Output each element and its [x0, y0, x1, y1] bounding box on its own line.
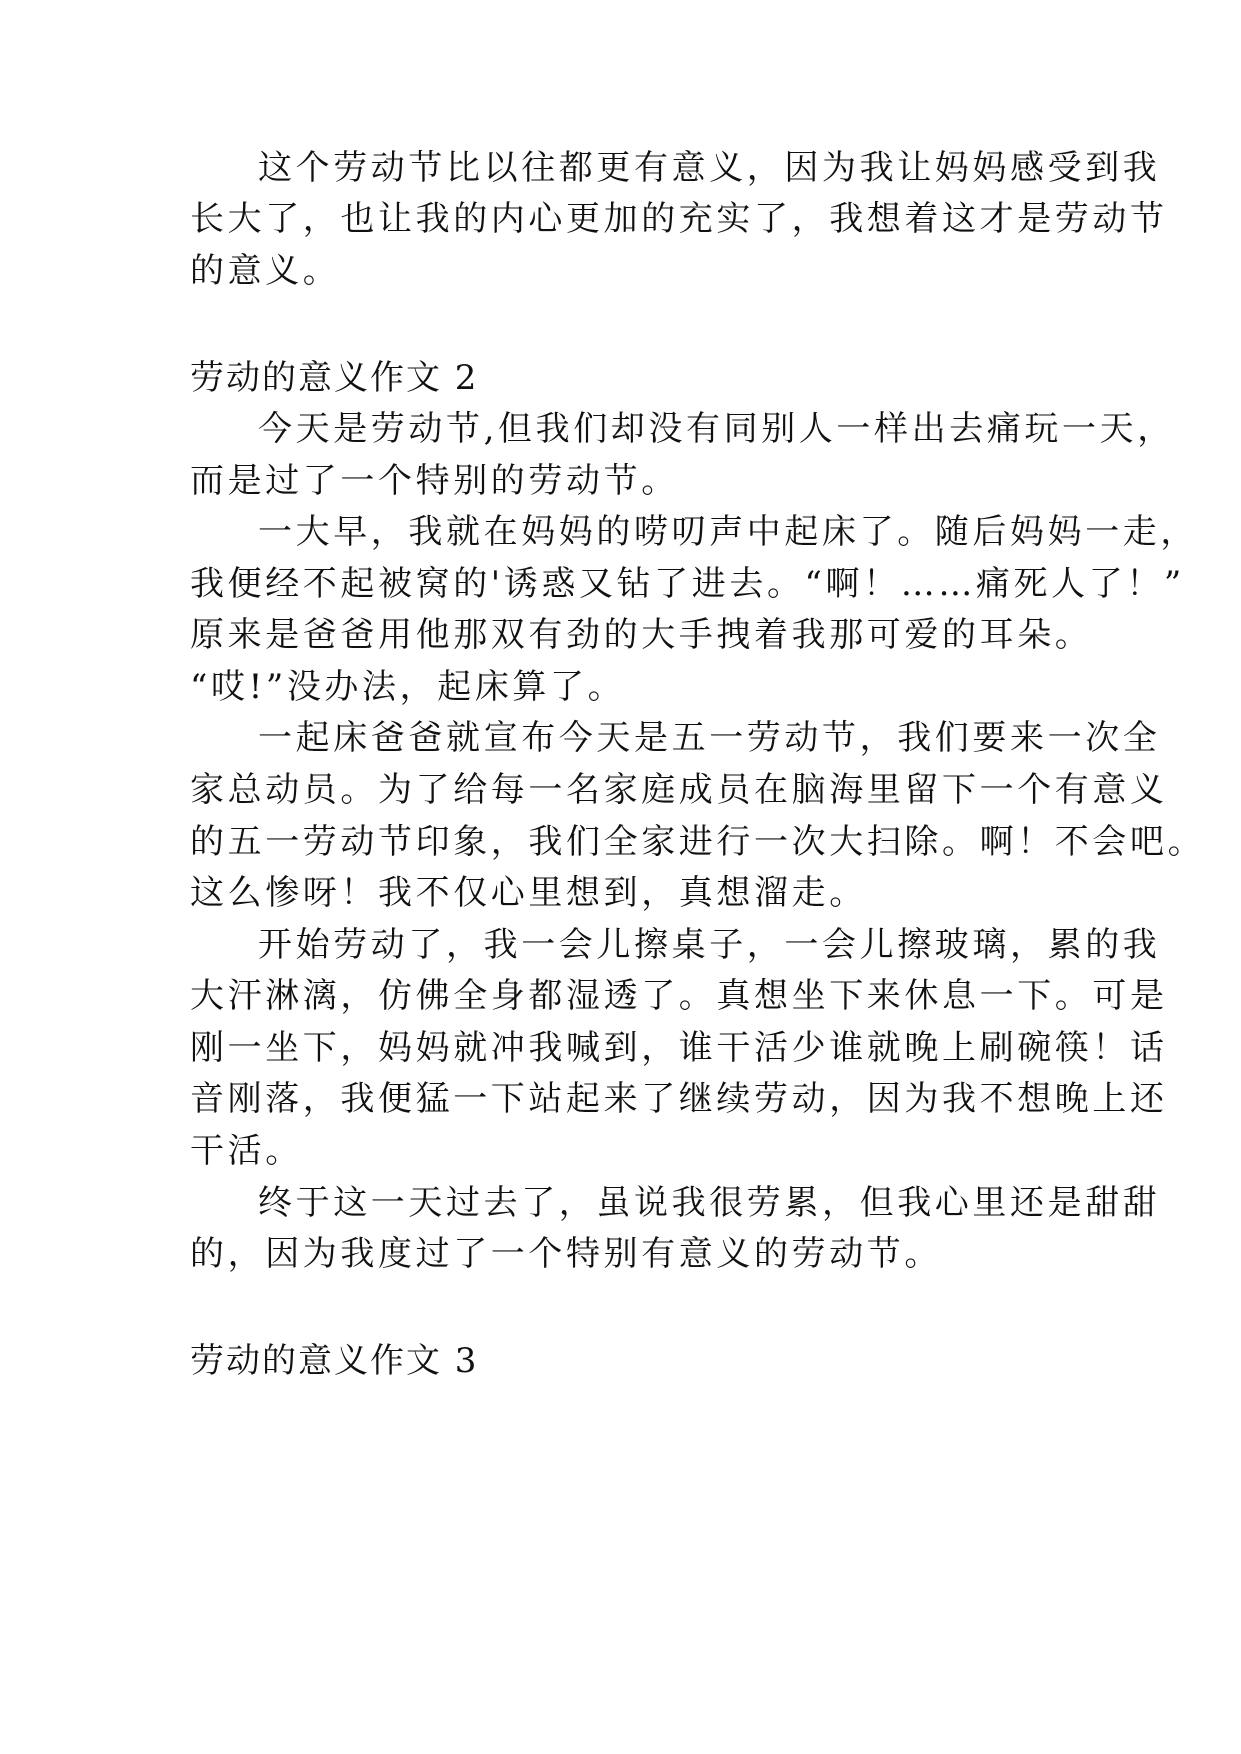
essay-heading-3: 劳动的意义作文 3 — [190, 1341, 479, 1381]
para4-line-3: 的五一劳动节印象，我们全家进行一次大扫除。啊！不会吧。 — [190, 822, 1206, 862]
para5-line-4: 音刚落，我便猛一下站起来了继续劳动，因为我不想晚上还 — [190, 1079, 1168, 1119]
para1-line-3: 的意义。 — [190, 251, 341, 291]
para5-line-1: 开始劳动了，我一会儿擦桌子，一会儿擦玻璃，累的我 — [258, 925, 1161, 965]
para2-line-1: 今天是劳动节,但我们却没有同别人一样出去痛玩一天， — [258, 409, 1175, 449]
para4-line-1: 一起床爸爸就宣布今天是五一劳动节，我们要来一次全 — [258, 718, 1161, 758]
para6-line-2: 的，因为我度过了一个特别有意义的劳动节。 — [190, 1234, 942, 1274]
para5-line-2: 大汗淋漓，仿佛全身都湿透了。真想坐下来休息一下。可是 — [190, 976, 1168, 1016]
para3-line-3: 原来是爸爸用他那双有劲的大手拽着我那可爱的耳朵。 — [190, 615, 1093, 655]
para6-line-1: 终于这一天过去了，虽说我很劳累，但我心里还是甜甜 — [258, 1183, 1161, 1223]
para2-line-2: 而是过了一个特别的劳动节。 — [190, 461, 679, 501]
para3-line-4: “哎!”没办法，起床算了。 — [190, 667, 626, 707]
para5-line-3: 刚一坐下，妈妈就冲我喊到，谁干活少谁就晚上刷碗筷！话 — [190, 1028, 1168, 1068]
para5-line-5: 干活。 — [190, 1131, 303, 1171]
para1-line-2: 长大了，也让我的内心更加的充实了，我想着这才是劳动节 — [190, 199, 1168, 239]
para3-line-2: 我便经不起被窝的'诱惑又钻了进去。“啊！……痛死人了！” — [190, 564, 1185, 604]
para3-line-1: 一大早，我就在妈妈的唠叨声中起床了。随后妈妈一走， — [258, 512, 1198, 552]
para4-line-4: 这么惨呀！我不仅心里想到，真想溜走。 — [190, 873, 867, 913]
para4-line-2: 家总动员。为了给每一名家庭成员在脑海里留下一个有意义 — [190, 770, 1168, 810]
para1-line-1: 这个劳动节比以往都更有意义，因为我让妈妈感受到我 — [258, 148, 1161, 188]
essay-heading-2: 劳动的意义作文 2 — [190, 358, 479, 398]
